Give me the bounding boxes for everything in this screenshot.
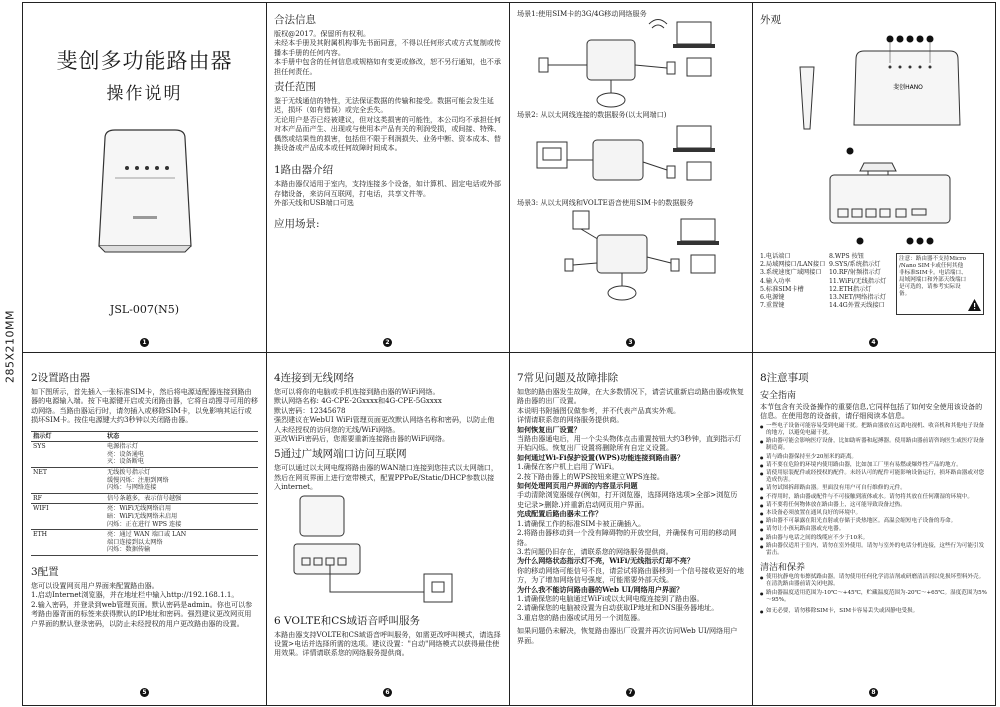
panel-scenarios xyxy=(509,3,752,352)
faq-line: 本说明书附插图仅做参考，并不代表产品真实外观。 xyxy=(517,405,681,415)
intro-title: 1路由器介绍 xyxy=(274,164,334,177)
safety-item: ● 请不要将任何物体放在路由器上，这可能导致设备过热。 xyxy=(760,502,987,509)
legend-item: 5.标准SIM卡槽 xyxy=(760,285,804,293)
legal-line: 本手册中包含的任何信息或规格如有变更或修改，恕不另行通知，也不承担任何责任。 xyxy=(274,57,501,76)
wan-title: 5通过广域网端口访问互联网 xyxy=(274,448,407,461)
safety-list xyxy=(760,423,987,557)
care-item: ● 使用抗静电的布擦拭路由器。请勿使用任何化学清洁剂或研磨清洁剂以免损坏塑料外壳。在清洗路由器前请关闭电源。 xyxy=(760,574,987,588)
page-number: 5 xyxy=(140,688,149,697)
panel-safety xyxy=(752,353,995,702)
config-text: 1.启动Internet浏览器，并在地址栏中输入http://192.168.1.1。 xyxy=(31,590,239,600)
page-number: 4 xyxy=(869,338,878,347)
faq-line: 3.若问题仍旧存在，请联系您的网络服务提供商。 xyxy=(517,546,673,556)
safety-intro: 本节包含有关设备操作的重要信息,它同样包括了如何安全使用该设备的信息。在使用您的设备前，请仔细阅读本信息。 xyxy=(760,402,983,421)
page-number: 1 xyxy=(140,338,149,347)
safety-item: ● 请勿让小孩玩路由器或充电器。 xyxy=(760,526,987,533)
safety-main-title: 8注意事项 xyxy=(760,372,809,384)
faq-list xyxy=(517,387,744,645)
faq-line: 完成配置后路由器未工作？ xyxy=(517,509,603,519)
scenario-2-diagram xyxy=(517,120,744,198)
table-row: WIFI 亮：WiFi无线网络启用 暗：WiFi无线网络未启用 闪烁：正在进行 WPS 连接 xyxy=(31,504,258,530)
safety-item: ● 不得用时，路由器或配件与不可接触到液体或水。请勿将其放在任何潮湿的环境中。 xyxy=(760,494,987,501)
legend-item: 1.电话端口 xyxy=(760,253,791,260)
faq-line: 3.重启您的路由器或试用另一个浏览器。 xyxy=(517,612,645,622)
wan-diagram xyxy=(274,492,501,610)
legend-item: 10.RF/射频指示灯 xyxy=(829,269,881,277)
scenario-2-title: 场景2: 从以太网线连接的数据服务(以太网端口) xyxy=(517,110,667,120)
safety-title: 安全指南 xyxy=(760,391,797,401)
duty-text: 无论用户是否已经被建议，但对这类损害的可能性，本公司均不承担任何对本产品而产生、出现或与使用本产品有关的利润受损，或间接、特殊、偶然或结果性的损害，包括但不限于利润损失、业务中断、资本成本、替换设备或产品成本或任何故障时间成本。 xyxy=(274,114,501,153)
panel-appearance xyxy=(752,3,995,352)
legend-item: 9.SYS/系统指示灯 xyxy=(829,261,881,269)
legend-item: 4.输入功率 xyxy=(760,277,791,285)
cover-subtitle: 操作说明 xyxy=(106,84,183,104)
table-row: SYS 电源指示灯 亮：设备通电 灭：设备断电 xyxy=(31,442,258,468)
wifi-text: 您可以将你的电脑或手机连接到路由器的WiFi网络。 xyxy=(274,387,440,396)
faq-line: 2.将路由器移动到一个没有障碍物的开放空间，并确保有可用的移动网络。 xyxy=(517,528,737,547)
intro-text: 外部天线和USB端口可选 xyxy=(274,198,354,208)
faq-line: 为什么我不能访问路由器的Web UI/网络用户界面？ xyxy=(517,584,684,594)
legal-title: 合法信息 xyxy=(274,14,316,26)
faq-line: 手动清除浏览器缓存(例如，打开浏览器，选择网络选项>全部>浏览历史记录>删除.)并重新启动网页用户界面。 xyxy=(517,490,738,509)
intro-text: 本路由器仅适用于室内，支持连接多个设备，如计算机、固定电话或外部存储设备，来访问互联网，打电话，共享文件等。 xyxy=(274,179,501,198)
page-number: 2 xyxy=(383,338,392,347)
setup-title: 2设置路由器 xyxy=(31,372,91,384)
panel-legal xyxy=(266,3,509,352)
scenario-3-diagram xyxy=(517,207,744,303)
scenario-3-title: 场景3: 从以太网线和VOLTE语音使用SIM卡的数据服务 xyxy=(517,197,694,207)
wifi-text: 更改WiFi密码后，您需要重新连接路由器的WiFi网络。 xyxy=(274,434,450,444)
page-number: 7 xyxy=(626,688,635,697)
safety-item: ● 请使用原装配件或经授权的配件。未经认可的配件可能影响设备运行，损坏路由器或对您造成伤害。 xyxy=(760,470,987,484)
safety-item: ● 本设备必须放置在通风良好的环境中。 xyxy=(760,510,987,517)
duty-title: 责任范围 xyxy=(274,81,316,94)
volte-text: 本路由器支持VOLTE和CS域语音呼叫服务，如需更改呼叫模式，请选择设置>电话并选择所需的选项。建议设置："自动"网络模式以获得最佳使用效果。详情请联系您的网络服务提供商。 xyxy=(274,629,501,658)
panel-setup xyxy=(23,353,266,702)
faq-line: 为什么网络状态指示灯不亮，WiFi/无线指示灯却不亮？ xyxy=(517,556,694,566)
table-row: NET 无线拨号指示灯 缓慢闪烁：注册到网络 闪烁：与网络连接 xyxy=(31,468,258,494)
safety-item: ● 路由器与电话之间的线缆应不少于10米。 xyxy=(760,535,987,542)
duty-text: 鉴于无线通信的特性，无法保证数据的传输和接受。数据可能会发生延迟，损坏（如有错误）或完全丢失。 xyxy=(274,96,494,115)
volte-title: 6 VOLTE和CS域语音呼叫服务 xyxy=(274,614,421,627)
table-header: 指示灯 xyxy=(31,431,105,442)
safety-item: ● 一些电子设备可能容易受到电磁干扰。把路由器放在远离电视机、收音机和其他电子设备的地方，以避免电磁干扰。 xyxy=(760,423,987,437)
faq-line: 1.请确保您的电脑通过WiFi或以太网电缆连接到了路由器。 xyxy=(517,593,704,603)
router-back-view xyxy=(760,133,987,253)
safety-item: ● 路由器仅适用于室内，请勿在室外使用。请勿与室外的电话分机连接，这些行为可能引发雷击。 xyxy=(760,543,987,557)
faq-line: 2.按下路由器上的WPS按钮来建立WPS连接。 xyxy=(517,471,665,481)
indicator-table xyxy=(31,431,258,556)
legend-item: 11.WiFi/无线指示灯 xyxy=(829,277,887,285)
faq-line: 你的移动网络可能信号不良，请尝试将路由器移到一个信号接收更好的地方，为了增加网络信号强度，可能需要外部天线。 xyxy=(517,565,744,585)
router-brand: 斐创HANO xyxy=(893,84,923,91)
wifi-title: 4连接到无线网络 xyxy=(274,372,355,384)
faq-line: 2.请确保您的电脑被设置为自动获取IP地址和DNS服务器地址。 xyxy=(517,603,719,613)
faq-line: 当路由器通电后，用一个尖头物体点击重置按钮大约3秒钟，直到指示灯开始闪烁。恢复出厂设置将删除所有自定义设置。 xyxy=(517,434,742,453)
faq-line: 如何通过Wi-Fi保护设置(WPS)功能连接到路由器？ xyxy=(517,452,684,462)
router-illustration xyxy=(75,118,215,258)
wifi-text: 默认密码：12345678 xyxy=(274,405,346,415)
page-size-label: 285X210MM xyxy=(3,310,17,384)
table-row: RF 信号条越多，表示信号越强 xyxy=(31,493,258,504)
panel-cover xyxy=(23,3,266,352)
wifi-text: 默认网络名称: 4G-CPE-2Gxxxx和4G-CPE-5Gxxxx xyxy=(274,396,442,406)
care-title: 清洁和保养 xyxy=(760,563,806,574)
safety-item: ● 请与路由器保持至少20厘米的距离。 xyxy=(760,454,987,461)
safety-item: ● 请勿试图拆卸路由器。里面没有用户可自行维修的元件。 xyxy=(760,485,987,492)
faq-line: 如何恢复出厂设置？ xyxy=(517,424,581,434)
config-title: 3配置 xyxy=(31,565,59,578)
legend-item: 3.系统速度广域网接口 xyxy=(760,269,822,277)
care-item: ● 路由器温度适用范围为-10℃～+45℃，贮藏温度范围为-20℃～+65℃。湿度范围为5%～95%。 xyxy=(760,590,987,604)
faq-line: 如您的路由器发生故障，在大多数情况下，请尝试重新启动路由器或恢复路由器的出厂设置。 xyxy=(517,387,744,406)
legend-item: 7.重置键 xyxy=(760,302,785,310)
panel-connect xyxy=(266,353,509,702)
legend-item: 8.WPS 按钮 xyxy=(829,253,865,260)
page-number: 3 xyxy=(626,338,635,347)
page-number: 6 xyxy=(383,688,392,697)
legal-line: 版权@2017。保留所有权利。 xyxy=(274,29,371,38)
config-text: 您可以设置网页用户界面来配置路由器。 xyxy=(31,580,159,590)
scenario-1-diagram xyxy=(517,18,744,110)
sim-note: 注意：路由器不支持Micro /Nano SIM卡或任何其他非标准SIM卡。电话端口、局域网端口和外部天线端口是可选的，请参考实际设备。 xyxy=(899,256,967,297)
safety-item: ● 请不要在危险的环境内使用路由器，比如加工厂里有易燃或爆炸性产品的地方。 xyxy=(760,462,987,469)
faq-title: 7常见问题及故障排除 xyxy=(517,372,619,384)
legend-item: 2.局域网接口/LAN接口 xyxy=(760,261,826,269)
manual-sheet xyxy=(22,2,996,706)
scene-title: 应用场景: xyxy=(274,217,320,230)
table-header: 状态 xyxy=(105,431,258,442)
safety-item: ● 路由器可能会影响医疗设备，比如助听器和起搏器。使用路由器前请咨询医生或医疗设备制造商。 xyxy=(760,438,987,452)
legend-item: 14.4G外置天线接口 xyxy=(829,302,885,310)
legend-item: 6.电源键 xyxy=(760,294,785,302)
router-front-side-view xyxy=(760,29,987,133)
faq-line: 如何处理网页用户界面的内容显示问题 xyxy=(517,481,638,491)
legal-line: 未经本手册及其附属机构事先书面同意，不得以任何形式或方式复制或传播本手册的任何内容。 xyxy=(274,38,501,57)
model-number: JSL-007(N5) xyxy=(109,303,180,316)
legend-item: 12.ETH指示灯 xyxy=(829,285,872,293)
table-row: ETH 亮：通过 WAN 端口或 LAN 端口连接到以太网络 闪烁：数据传输 xyxy=(31,530,258,556)
faq-line: 1.确保在客户机上启用了WiFi。 xyxy=(517,462,619,472)
warning-icon xyxy=(968,299,981,311)
faq-line: 如果问题仍未解决，恢复路由器出厂设置并再次访问Web UI/网络用户界面。 xyxy=(517,626,738,645)
page-number: 8 xyxy=(869,688,878,697)
legend-item: 13.NET/网络指示灯 xyxy=(829,294,886,302)
panel-faq xyxy=(509,353,752,702)
faq-line: 详情请联系您的网络服务提供商。 xyxy=(517,415,624,425)
config-text: 2.输入密码，并登录到web管理页面。默认密码是admin。你也可以参考路由器背面的标签来获得默认的IP地址和密码。强烈建议更改网页用户界面的默认登录密码，以防止未经授权的用户更改路由器的设置。 xyxy=(31,599,253,628)
sim-note-box xyxy=(896,253,984,315)
safety-item: ● 路由器不可暴露在阳光直射或存储于炎热地区。高温会缩短电子设备的寿命。 xyxy=(760,518,987,525)
setup-text: 如下图所示，首先插入一张标准SIM卡，然后将电源适配器连接到路由器的电源输入端。按下电源键开启或关闭路由器，它将自动搜寻可用的移动网络。当路由器运行时，请勿插入或移除SIM卡，以免影响其运行或损坏SIM卡。按住电源键大约3秒钟以关闭路由器。 xyxy=(31,387,258,425)
wan-text: 您可以通过以太网电缆将路由器的WAN端口连接到您挂式以太网端口，然后在网页界面上进行宽带模式，配置PPPoE/Static/DHCP参数以接入internet。 xyxy=(274,463,498,492)
sim-advice: ● 如无必要，请勿移除SIM卡，SIM卡容易丢失或因静电受损。 xyxy=(760,608,987,615)
cover-title: 斐创多功能路由器 xyxy=(56,49,233,73)
port-legend xyxy=(760,253,987,315)
faq-line: 1.请确保工作的标准SIM卡被正确插入。 xyxy=(517,518,646,528)
appearance-title: 外观 xyxy=(760,14,781,26)
wifi-text: 强烈建议在WebUI WiFi管理页面更改默认网络名称和密码，以防止他人未经授权的访问您的无线/WiFi网络。 xyxy=(274,415,495,434)
scenario-1-title: 场景1:使用SIM卡的3G/4G移动网络服务 xyxy=(517,9,647,18)
